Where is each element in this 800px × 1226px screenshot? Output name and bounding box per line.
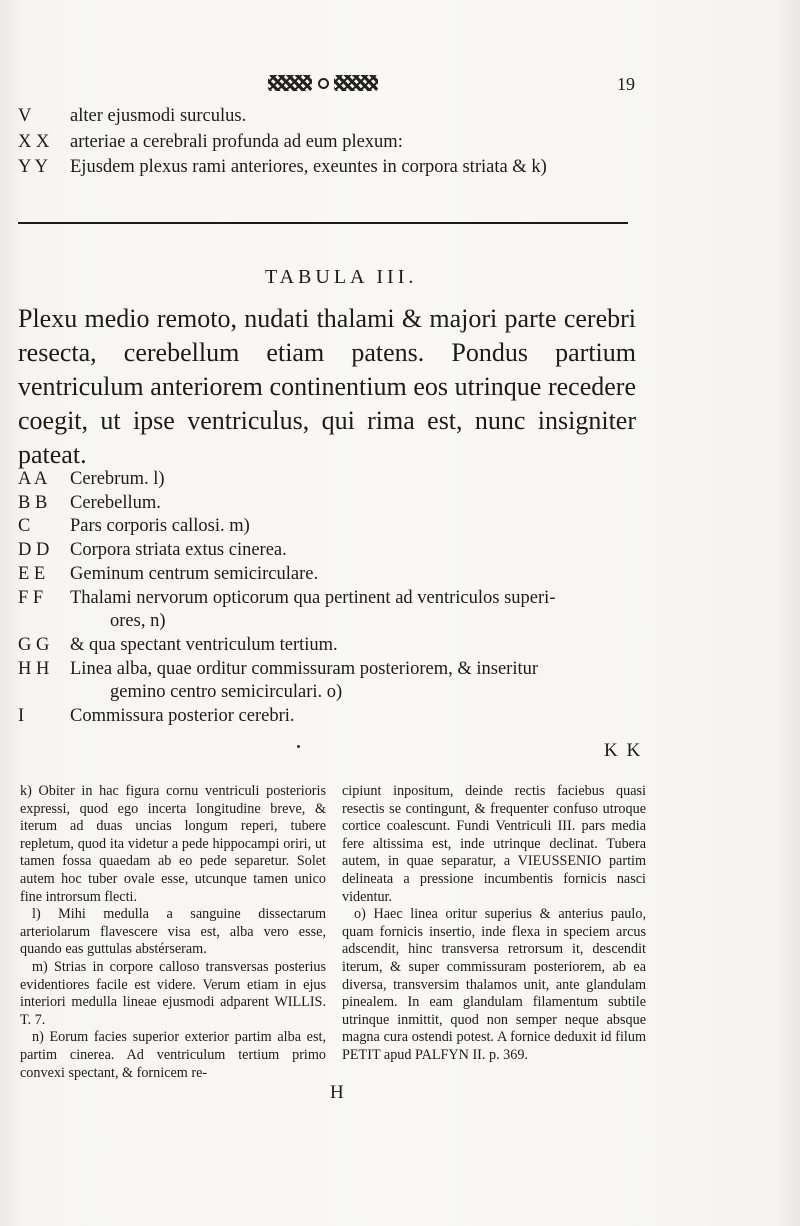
item-text: Pars corporis callosi. m) — [70, 516, 250, 537]
item-text: gemino centro semicirculari. o) — [110, 682, 343, 703]
list-item — [18, 587, 638, 611]
item-letter: D D — [18, 540, 50, 561]
footnote: o) Haec linea oritur superius & anterius paulo, quam fornicis insertio, inde flexa in speciem arcus adscendit, hinc transversa retrorsum it, descendit iterum, & super commissuram posteriorem, ab ea diversa, transversim thalamos unit, ante glandulam pinealem. In eam glandulam filamentum subtile utrinque inmittit, quod non semper neque absque magna cura ostendi potest. A fornice deduxit id filum PETIT apud PALFYN II. p. 369. — [342, 906, 646, 1063]
footnote: cipiunt inpositum, deinde rectis faciebus quasi resectis se contingunt, & frequenter confuso utroque cortice coalescunt. Fundi Ventriculi III. pars media fere altissima est, inde utrinque declinat. Tubera autem, in quae separatur, a VIEUSSENIO partim delineata a pressione incumbentis fornicis nasci videntur. — [342, 783, 646, 905]
item-text: Thalami nervorum opticorum qua pertinent ad ventriculos superi- — [70, 587, 556, 608]
item-text: Cerebrum. l) — [70, 469, 165, 489]
footnote: l) Mihi medulla a sanguine dissectarum arteriolarum flavescere visa est, alba vero esse, quando eas guttulas abstérseram. — [20, 906, 326, 958]
item-text: Geminum centrum semicirculare. — [70, 563, 319, 584]
item-letter: A A — [18, 469, 48, 489]
footnote: k) Obiter in hac figura cornu ventriculi posterioris expressi, quod ego incerta longitudine breve, & iterum ad duas uncias longum reperi, tubere repletum, quod ita videtur a pede hippocampi oriri, ut tamen fossa quaedam ab eo pede separetur. Solet autem hoc tuber ovale esse, utcunque tamen unico fine introrsum flecti. — [20, 783, 326, 905]
list-item — [18, 155, 547, 179]
footnotes-left-column — [20, 783, 326, 1082]
section-title: TABULA III. — [265, 266, 418, 288]
item-letter: Y Y — [18, 157, 48, 177]
item-text: Commissura posterior cerebri. — [70, 706, 295, 727]
page-number: 19 — [617, 74, 635, 94]
ink-dot — [297, 745, 300, 748]
fleuron-right-icon — [334, 75, 378, 91]
list-item — [18, 104, 246, 128]
signature-mark: H — [330, 1082, 344, 1103]
footnotes-right-column — [342, 783, 646, 1065]
item-letter: H H — [18, 658, 50, 679]
divider-rule — [18, 222, 628, 224]
item-text: ores, n) — [110, 611, 166, 632]
item-text: arteriae a cerebrali profunda ad eum plexum: — [70, 132, 403, 152]
item-letter: E E — [18, 563, 46, 584]
list-item — [18, 130, 403, 154]
list-item — [18, 634, 638, 658]
list-item — [18, 681, 638, 705]
list-item — [18, 539, 638, 563]
item-letter: B B — [18, 492, 48, 513]
item-letter: F F — [18, 587, 44, 608]
item-letter: G G — [18, 634, 50, 655]
catchword: K K — [604, 740, 643, 761]
item-letter: I — [18, 706, 25, 727]
item-text: Cerebellum. — [70, 492, 161, 513]
legend-list — [18, 468, 638, 729]
item-text: & qua spectant ventriculum tertium. — [70, 634, 338, 655]
item-letter: V — [18, 106, 32, 126]
list-item — [18, 492, 638, 516]
fleuron-left-icon — [268, 75, 312, 91]
item-text: alter ejusmodi surculus. — [70, 106, 247, 126]
footnote: m) Strias in corpore calloso transversas posterius evidentiores facile est videre. Verum etiam in ejus interiori medulla lineae ejusmodi adparent WILLIS. T. 7. — [20, 958, 326, 1028]
list-item — [18, 468, 638, 492]
list-item — [18, 705, 638, 729]
item-text: Corpora striata extus cinerea. — [70, 540, 287, 561]
list-item — [18, 610, 638, 634]
intro-paragraph: Plexu medio remoto, nudati thalami & majori parte cerebri resecta, cerebellum etiam patens. Pondus partium ventriculum anteriorem continentium eos utrinque recedere coegit, ut ipse ventriculus, qui rima est, nunc insigniter pateat. — [18, 304, 636, 469]
list-item — [18, 515, 638, 539]
list-item — [18, 563, 638, 587]
item-text: Linea alba, quae orditur commissuram posteriorem, & inseritur — [70, 658, 539, 679]
item-text: Ejusdem plexus rami anteriores, exeuntes in corpora striata & k) — [70, 157, 547, 177]
footnote: n) Eorum facies superior exterior partim alba est, partim cinerea. Ad ventriculum tertium primo convexi spectant, & fornicem re- — [20, 1029, 326, 1081]
fleuron-dot-icon — [318, 78, 329, 89]
list-item — [18, 658, 638, 682]
item-letter: C — [18, 516, 31, 537]
item-letter: X X — [18, 132, 50, 152]
ornament-icon — [268, 72, 378, 94]
